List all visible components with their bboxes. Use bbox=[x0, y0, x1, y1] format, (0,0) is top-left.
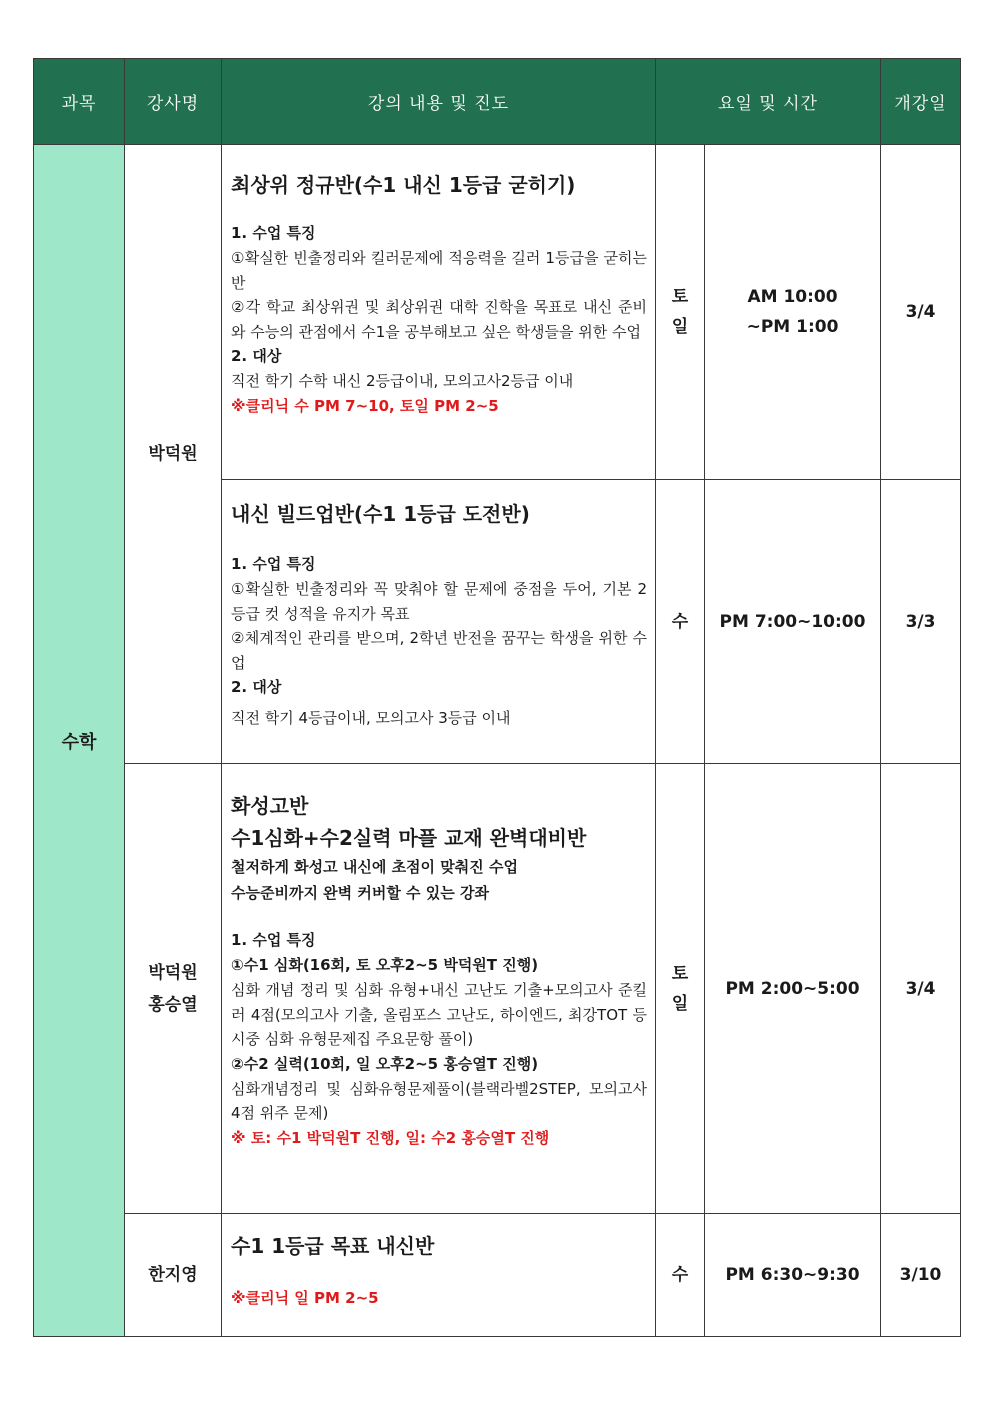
day-cell bbox=[656, 1214, 705, 1337]
day-text: 수 bbox=[671, 1265, 689, 1285]
teacher-cell bbox=[125, 764, 222, 1214]
teacher-name: 홍승열 bbox=[148, 994, 198, 1015]
course-subtitle: 철저하게 화성고 내신에 초점이 맞춰진 수업 bbox=[231, 858, 518, 876]
features-label: 1. 수업 특징 bbox=[231, 224, 316, 242]
feature-heading: ①수1 심화(16회, 토 오후2~5 박덕원T 진행) bbox=[231, 956, 539, 974]
time-cell bbox=[705, 480, 881, 764]
time-text: PM 6:30~9:30 bbox=[725, 1265, 860, 1285]
teacher-cell bbox=[125, 1214, 222, 1337]
table-header-row bbox=[34, 59, 961, 145]
teacher-cell bbox=[125, 145, 222, 764]
target-label: 2. 대상 bbox=[231, 678, 282, 696]
course-title: 내신 빌드업반(수1 1등급 도전반) bbox=[231, 502, 530, 526]
header-schedule: 요일 및 시간 bbox=[656, 59, 881, 145]
teacher-name: 한지영 bbox=[148, 1265, 198, 1285]
feature-item: ①확실한 빈출정리와 킬러문제에 적응력을 길러 1등급을 굳히는 반 bbox=[231, 249, 647, 292]
features-label: 1. 수업 특징 bbox=[231, 555, 316, 573]
time-text: PM 2:00~5:00 bbox=[725, 978, 860, 999]
teacher-name: 박덕원 bbox=[148, 444, 198, 464]
subject-cell: 수학 bbox=[34, 145, 125, 1337]
day-cell bbox=[656, 764, 705, 1214]
target-text: 직전 학기 수학 내신 2등급이내, 모의고사2등급 이내 bbox=[231, 372, 574, 390]
feature-item: 심화 개념 정리 및 심화 유형+내신 고난도 기출+모의고사 준킬러 4점(모의고사 기출, 올림포스 고난도, 하이엔드, 최강TOT 등 시중 심화 유형문제집 주요문항 풀이) bbox=[231, 981, 647, 1048]
feature-item: ①확실한 빈출정리와 꼭 맞춰야 할 문제에 중점을 두어, 기본 2등급 컷 성적을 유지가 목표 bbox=[231, 580, 647, 623]
target-label: 2. 대상 bbox=[231, 347, 282, 365]
day-text: 토 bbox=[671, 963, 689, 984]
header-content: 강의 내용 및 진도 bbox=[222, 59, 656, 145]
course-content bbox=[222, 480, 656, 764]
course-title: 수1심화+수2실력 마플 교재 완벽대비반 bbox=[231, 826, 587, 850]
feature-item: ②각 학교 최상위권 및 최상위권 대학 진학을 목표로 내신 준비와 수능의 관점에서 수1을 공부해보고 싶은 학생들을 위한 수업 bbox=[231, 298, 647, 341]
day-text: 일 bbox=[671, 993, 689, 1014]
course-content bbox=[222, 764, 656, 1214]
time-text: PM 7:00~10:00 bbox=[719, 611, 866, 632]
day-cell bbox=[656, 480, 705, 764]
target-text: 직전 학기 4등급이내, 모의고사 3등급 이내 bbox=[231, 709, 511, 727]
course-subtitle: 수능준비까지 완벽 커버할 수 있는 강좌 bbox=[231, 884, 489, 902]
teacher-name: 박덕원 bbox=[148, 962, 198, 983]
header-subject: 과목 bbox=[34, 59, 125, 145]
day-cell bbox=[656, 145, 705, 480]
course-title: 화성고반 bbox=[231, 794, 309, 818]
start-date-cell: 3/4 bbox=[881, 764, 961, 1214]
time-cell bbox=[705, 145, 881, 480]
table-row bbox=[34, 764, 961, 1214]
course-title: 수1 1등급 목표 내신반 bbox=[231, 1234, 435, 1258]
time-cell bbox=[705, 1214, 881, 1337]
course-content bbox=[222, 1214, 656, 1337]
header-teacher: 강사명 bbox=[125, 59, 222, 145]
feature-item: ②체계적인 관리를 받으며, 2학년 반전을 꿈꾸는 학생을 위한 수업 bbox=[231, 629, 647, 672]
start-date-cell: 3/10 bbox=[881, 1214, 961, 1337]
time-text: ~PM 1:00 bbox=[746, 317, 839, 337]
feature-heading: ②수2 실력(10회, 일 오후2~5 홍승열T 진행) bbox=[231, 1054, 539, 1073]
clinic-note: ※클리닉 일 PM 2~5 bbox=[231, 1289, 379, 1307]
day-text: 일 bbox=[671, 317, 689, 337]
start-date-cell: 3/4 bbox=[881, 145, 961, 480]
feature-item: 심화개념정리 및 심화유형문제풀이(블랙라벨2STEP, 모의고사 4점 위주 문제) bbox=[231, 1079, 647, 1122]
table-row bbox=[34, 145, 961, 480]
lecture-schedule-table bbox=[33, 58, 961, 1337]
features-label: 1. 수업 특징 bbox=[231, 931, 316, 949]
schedule-note: ※ 토: 수1 박덕원T 진행, 일: 수2 홍승열T 진행 bbox=[231, 1128, 550, 1147]
start-date-cell: 3/3 bbox=[881, 480, 961, 764]
header-start-date: 개강일 bbox=[881, 59, 961, 145]
course-title: 최상위 정규반(수1 내신 1등급 굳히기) bbox=[231, 173, 576, 197]
time-text: AM 10:00 bbox=[747, 287, 838, 307]
table-row bbox=[34, 1214, 961, 1337]
clinic-note: ※클리닉 수 PM 7~10, 토일 PM 2~5 bbox=[231, 396, 499, 415]
day-text: 토 bbox=[671, 287, 689, 307]
day-text: 수 bbox=[671, 611, 689, 632]
course-content bbox=[222, 145, 656, 480]
time-cell bbox=[705, 764, 881, 1214]
